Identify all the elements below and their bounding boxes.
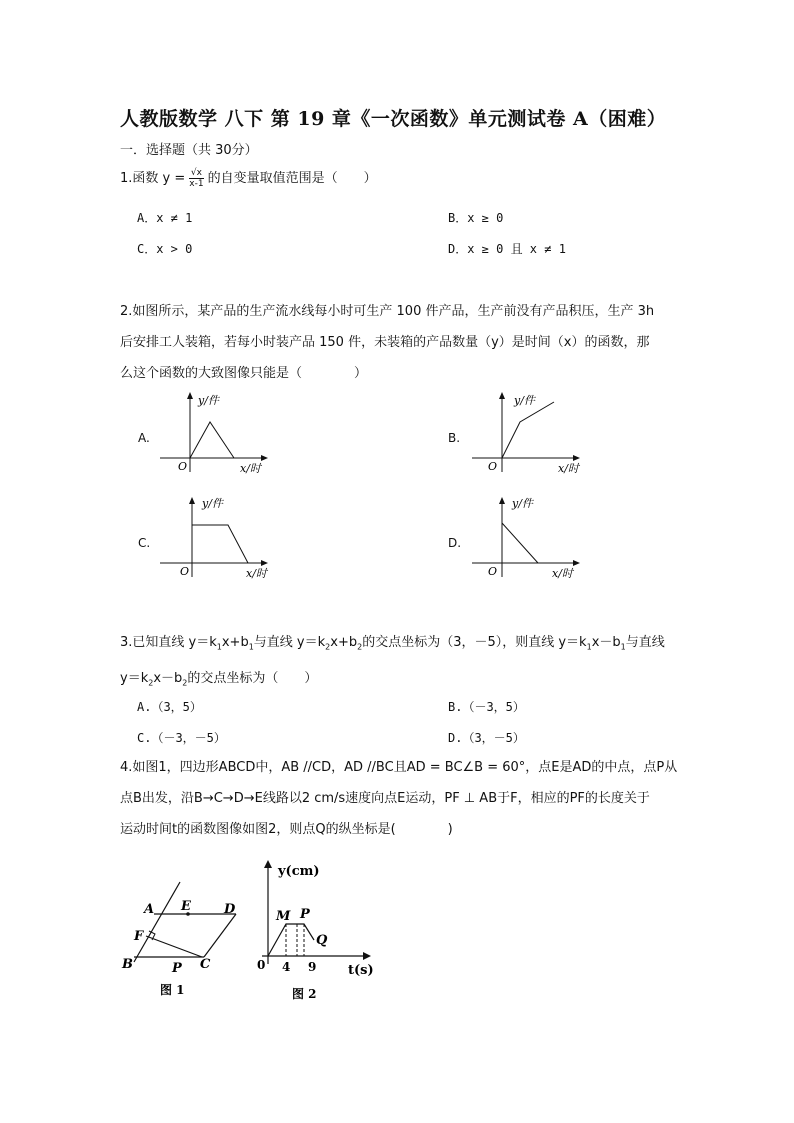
point-label: C — [200, 957, 211, 972]
point-label: A — [144, 902, 155, 917]
y-axis-label: y/件 — [512, 497, 533, 510]
subscript: 2 — [325, 642, 331, 652]
page-title: 人教版数学 八下 第 19 章《一次函数》单元测试卷 A（困难） — [120, 108, 667, 130]
q2-option-b-label: B. — [448, 431, 461, 445]
q2-option-a-label: A. — [138, 431, 150, 445]
q2-line-3: 么这个函数的大致图像只能是（ ） — [120, 366, 368, 381]
point-label: P — [300, 907, 310, 922]
q4-figure-1 — [112, 876, 252, 1006]
tick-label: 4 — [282, 960, 291, 974]
q4-figure-2 — [252, 856, 382, 1006]
q3-line-1 — [120, 627, 690, 663]
subscript: 1 — [620, 642, 626, 652]
q4-line-1: 4.如图1，四边形ABCD中，AB //CD，AD //BC且AD = BC∠B = 60°，点E是AD的中点，点P从 — [120, 760, 678, 775]
q1-fraction-numerator: √x — [190, 168, 202, 178]
q3-text: x－b — [591, 635, 621, 650]
point-label: B — [122, 957, 133, 972]
q2-graph-c — [150, 493, 280, 583]
point-label: Q — [316, 933, 328, 948]
figure-1-caption: 图 1 — [160, 983, 185, 997]
q2-line-1: 2.如图所示，某产品的生产流水线每小时可生产 100 件产品，生产前没有产品积压，生产 3h — [120, 304, 655, 319]
y-axis-label: y/件 — [198, 394, 219, 407]
q1-option-d: D．x ≥ 0 且 x ≠ 1 — [448, 242, 566, 256]
q2-graph-b — [466, 388, 596, 478]
point-label: P — [172, 961, 182, 976]
q3-line-2 — [120, 663, 690, 699]
y-axis-label: y/件 — [514, 394, 535, 407]
q3-text: x－b — [153, 670, 183, 686]
q3-text: 与直线 — [625, 635, 665, 650]
question-2 — [120, 296, 680, 389]
origin-label: O — [488, 565, 498, 578]
subscript: 1 — [586, 642, 592, 652]
q1-suffix: 的自变量取值范围是（ ） — [207, 171, 377, 186]
figure-2-caption: 图 2 — [292, 987, 317, 1001]
subscript: 2 — [357, 642, 363, 652]
x-axis-label: t(s) — [348, 963, 374, 978]
q2-option-d-label: D. — [448, 536, 462, 550]
q3-option-c: C.（－3，－5） — [137, 731, 226, 745]
q2-line-2: 后安排工人装箱，若每小时装产品 150 件，未装箱的产品数量（y）是时间（x）的函数，那 — [120, 335, 650, 350]
x-axis-label: x/时 — [552, 567, 573, 580]
q3-option-d: D.（3，－5） — [448, 731, 525, 745]
q3-text: 的交点坐标为（ ） — [187, 670, 318, 686]
point-label: M — [276, 909, 291, 924]
q3-text: 与直线 y＝k — [253, 635, 326, 650]
subscript: 1 — [248, 642, 254, 652]
q2-option-c-label: C. — [138, 536, 151, 550]
q4-line-2: 点B出发，沿B→C→D→E线路以2 cm/s速度向点E运动，PF ⊥ AB于F，相应的PF的长度关于 — [120, 791, 650, 806]
origin-label: O — [180, 565, 190, 578]
q3-text: x+b — [221, 635, 249, 650]
origin-label: O — [178, 460, 188, 473]
subscript: 2 — [148, 678, 154, 688]
q3-option-b: B.（－3，5） — [448, 700, 525, 714]
subscript: 2 — [182, 678, 188, 688]
origin-label: O — [488, 460, 498, 473]
q1-prefix: 1.函数 y = — [120, 171, 186, 186]
q3-text: 的交点坐标为（3，－5），则直线 y＝k — [362, 635, 587, 650]
section-heading: 一．选择题（共 30分） — [120, 143, 258, 158]
q1-option-a: A．x ≠ 1 — [137, 211, 193, 225]
y-axis-label: y/件 — [202, 497, 223, 510]
point-label: D — [224, 902, 236, 917]
question-3 — [120, 627, 690, 698]
q1-option-b: B．x ≥ 0 — [448, 211, 504, 225]
q1-fraction-denominator: x-1 — [189, 179, 204, 189]
subscript: 1 — [216, 642, 222, 652]
q3-text: 3.已知直线 y＝k — [120, 635, 217, 650]
q3-text: y＝k — [120, 670, 149, 686]
q2-graph-a — [150, 388, 280, 478]
point-label: F — [134, 929, 144, 944]
q3-option-a: A.（3，5） — [137, 700, 202, 714]
x-axis-label: x/时 — [246, 567, 267, 580]
tick-label: 0 — [257, 958, 266, 972]
tick-label: 9 — [308, 960, 317, 974]
question-4 — [120, 752, 690, 845]
x-axis-label: x/时 — [558, 462, 579, 475]
q1-fraction — [189, 168, 203, 189]
q4-line-3: 运动时间t的函数图像如图2，则点Q的纵坐标是( ) — [120, 822, 453, 837]
x-axis-label: x/时 — [240, 462, 261, 475]
y-axis-label: y(cm) — [278, 864, 320, 879]
question-1 — [120, 163, 377, 194]
q2-graph-d — [466, 493, 596, 583]
point-label: E — [181, 899, 191, 914]
q1-option-c: C．x > 0 — [137, 242, 193, 256]
q3-text: x+b — [330, 635, 358, 650]
